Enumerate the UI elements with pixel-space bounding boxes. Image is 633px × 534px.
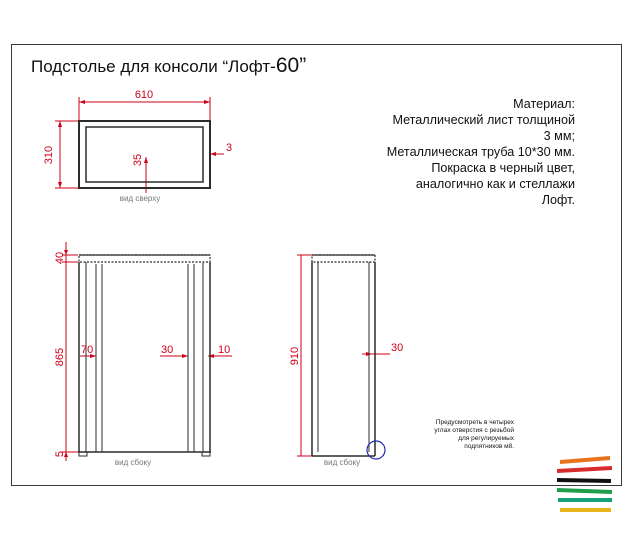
top-view — [79, 121, 210, 188]
dimension-arrows — [58, 100, 372, 457]
material-line: Металлический лист толщиной — [392, 113, 575, 127]
title-number: 60 — [275, 54, 300, 77]
dim-front-tube: 10 — [218, 344, 231, 356]
note-line: для регулируемых — [458, 435, 514, 442]
material-line: Материал: — [513, 97, 575, 111]
dim-top-frame: 35 — [132, 153, 144, 167]
title-close-quote: ” — [299, 54, 307, 77]
dim-front-leg: 70 — [81, 344, 94, 356]
caption-front-view: вид сбоку — [114, 458, 152, 467]
dim-top-depth: 310 — [43, 145, 55, 165]
logo-stripe — [557, 480, 611, 481]
side-view — [312, 255, 385, 459]
material-line: Металлическая труба 10*30 мм. — [386, 145, 575, 159]
dim-front-bottom: 5 — [54, 450, 66, 458]
logo-stripe — [557, 468, 612, 471]
caption-side-view: вид сбоку — [323, 458, 361, 467]
dimension-lines — [55, 97, 390, 461]
material-line: Покраска в черный цвет, — [431, 161, 575, 175]
material-line: Лофт. — [541, 193, 575, 207]
material-spec — [360, 96, 575, 208]
thread-note — [382, 419, 514, 451]
material-line: 3 мм; — [543, 129, 575, 143]
note-line: подпятников м8. — [464, 443, 514, 450]
logo — [557, 458, 612, 510]
material-line: аналогично как и стеллажи — [415, 177, 575, 191]
logo-stripe — [560, 458, 610, 462]
note-line: углах отверстия с резьбой — [434, 427, 514, 434]
dim-top-width: 610 — [134, 89, 154, 101]
page-title — [31, 54, 306, 78]
dim-front-gap: 30 — [161, 344, 174, 356]
title-text: Подстолье для консоли “Лофт- — [31, 57, 276, 76]
dim-front-height: 865 — [54, 347, 66, 367]
logo-stripe — [557, 490, 612, 492]
note-line: Предусмотреть в четырех — [435, 419, 514, 426]
front-view — [78, 255, 211, 456]
dim-top-sheet: 3 — [226, 142, 233, 154]
caption-top-view: вид сверху — [119, 194, 161, 203]
dim-side-height: 910 — [289, 346, 301, 366]
dim-side-tube: 30 — [391, 342, 404, 354]
dim-front-top: 40 — [54, 251, 66, 265]
